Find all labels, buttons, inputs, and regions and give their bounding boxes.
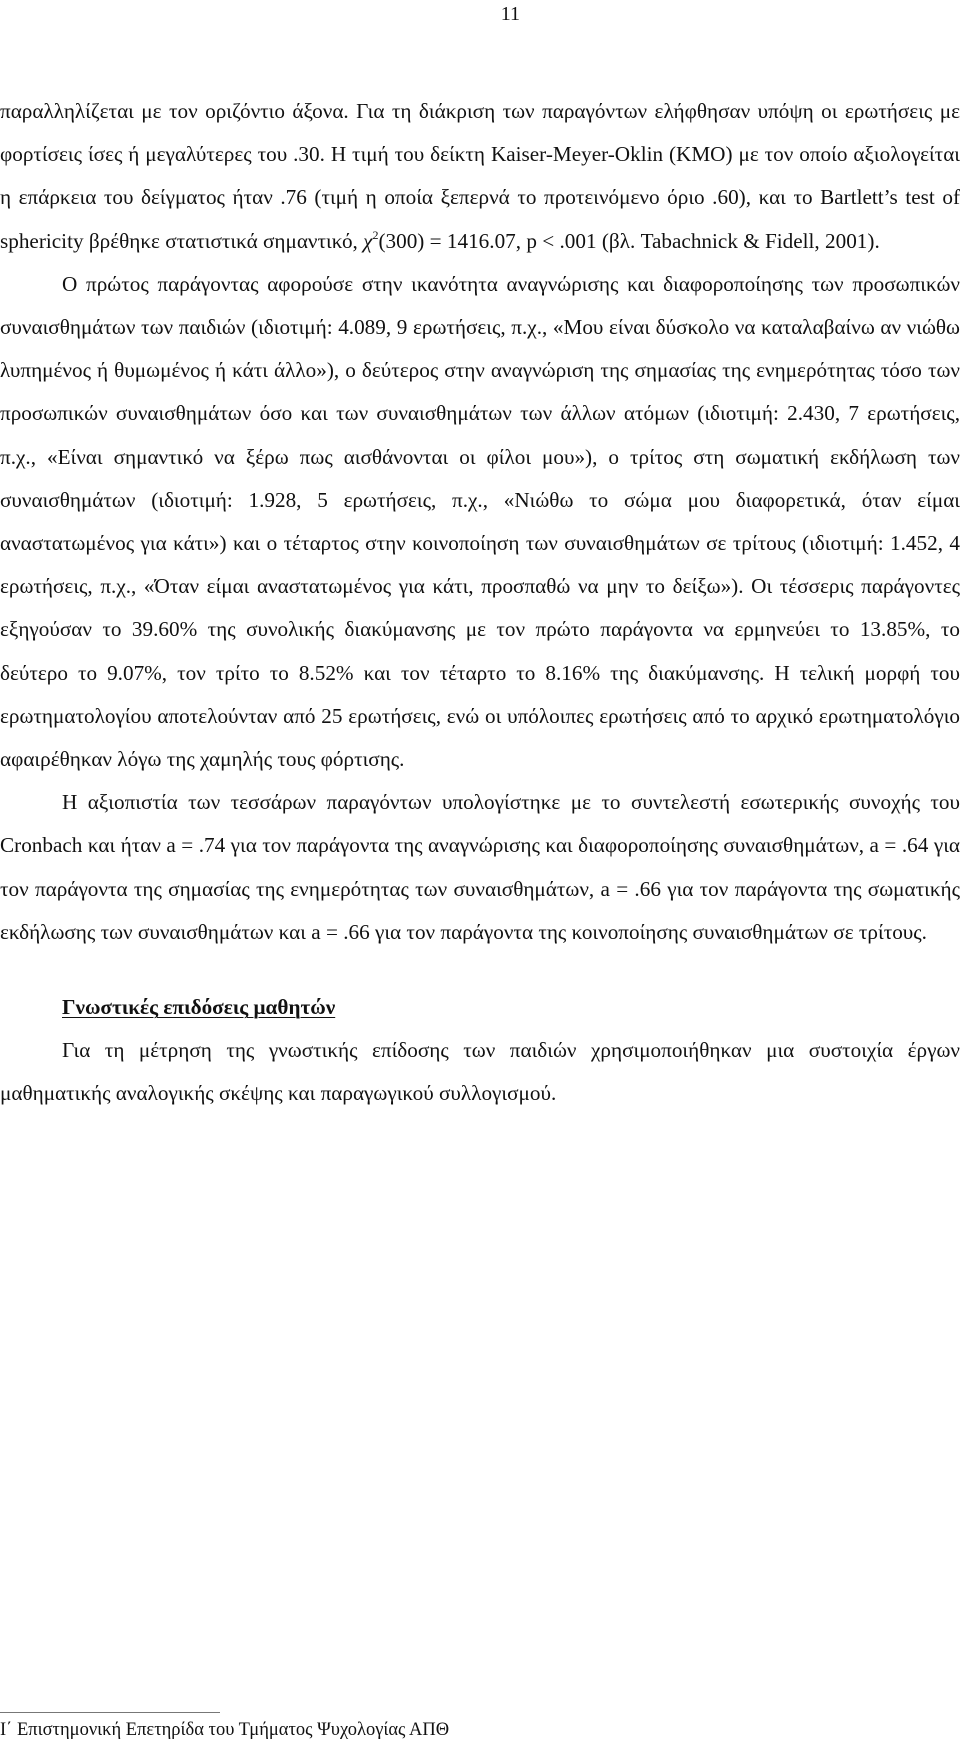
paragraph-factors-description: Ο πρώτος παράγοντας αφορούσε στην ικανότητα αναγνώρισης και διαφοροποίησης των προσωπικών συναισθημάτων των παιδιών (ιδιοτιμή: 4.089, 9 ερωτήσεις, π.χ., «Μου είναι δύσκολο να καταλαβαίνω αν νιώθω λυπημένος ή θυμωμένος ή κάτι άλλο»), ο δεύτερος στην αναγνώριση της σημασίας της ενημερότητας τόσο των προσωπικών συναισθημάτων όσο και των συναισθημάτων των άλλων ατόμων (ιδιοτιμή: 2.430, 7 ερωτήσεις, π.χ., «Είναι σημαντικό να ξέρω πως αισθάνονται οι φίλοι μου»), ο τρίτος στη σωματική εκδήλωση των συναισθημάτων (ιδιοτιμή: 1.928, 5 ερωτήσεις, π.χ., «Νιώθω το σώμα μου διαφορετικά, όταν είμαι αναστατωμένος για κάτι») και ο τέταρτος στην κοινοποίηση των συναισθημάτων σε τρίτους (ιδιοτιμή: 1.452, 4 ερωτήσεις, π.χ., «Όταν είμαι αναστατωμένος για κάτι, προσπαθώ να μην το δείξω»). Οι τέσσερις παράγοντες εξηγούσαν το 39.60% της συνολικής διακύμανσης με τον πρώτο παράγοντα να ερμηνεύει το 13.85%, το δεύτερο το 9.07%, τον τρίτο το 8.52% και τον τέταρτο το 8.16% της διακύμανσης. Η τελική μορφή του ερωτηματολογίου αποτελούνταν από 25 ερωτήσεις, ενώ οι υπόλοιπες ερωτήσεις από το αρχικό ερωτηματολόγιο αφαιρέθηκαν λόγω της χαμηλής τους φόρτισης. (0, 271, 960, 772)
chi-symbol: χ (363, 228, 373, 253)
document-body (0, 90, 960, 1116)
paragraph-factor-analysis (0, 90, 960, 263)
paragraph-cognitive-performance: Για τη μέτρηση της γνωστικής επίδοσης των παιδιών χρησιμοποιήθηκαν μια συστοιχία έργων μαθηματικής αναλογικής σκέψης και παραγωγικού συλλογισμού. (0, 1038, 960, 1106)
page-number: 11 (500, 3, 520, 25)
paragraph-factor-analysis-text: παραλληλίζεται με τον οριζόντιο άξονα. Για τη διάκριση των παραγόντων ελήφθησαν υπόψη οι ερωτήσεις με φορτίσεις ίσες ή μεγαλύτερες του .30. Η τιμή του δείκτη Kaiser-Meyer-Oklin (KMO) με τον οποίο αξιολογείται η επάρκεια του δείγματος ήταν .76 (τιμή η οποία ξεπερνά το προτεινόμενο όριο .60), και το Bartlett’s test of sphericity βρέθηκε στατιστικά σημαντικό, (0, 99, 960, 253)
paragraph-factor-analysis-continuation: (300) = 1416.07, p < .001 (βλ. Tabachnick & Fidell, 2001). (378, 228, 880, 253)
section-heading: Γνωστικές επιδόσεις μαθητών (62, 995, 336, 1020)
paragraph-reliability: Η αξιοπιστία των τεσσάρων παραγόντων υπολογίστηκε με το συντελεστή εσωτερικής συνοχής του Cronbach και ήταν a = .74 για τον παράγοντα της αναγνώρισης και διαφοροποίησης συναισθημάτων, a = .64 για τον παράγοντα της σημασίας της ενημερότητας των συναισθημάτων, a = .66 για τον παράγοντα της σωματικής εκδήλωσης των συναισθημάτων και a = .66 για τον παράγοντα της κοινοποίησης συναισθημάτων σε τρίτους. (0, 790, 960, 944)
chi-square-superscript: 2 (372, 227, 379, 242)
footer-journal-title: Ι΄ Επιστημονική Επετηρίδα του Τμήματος Ψυχολογίας ΑΠΘ (0, 1720, 450, 1740)
footer-divider (0, 1712, 220, 1713)
